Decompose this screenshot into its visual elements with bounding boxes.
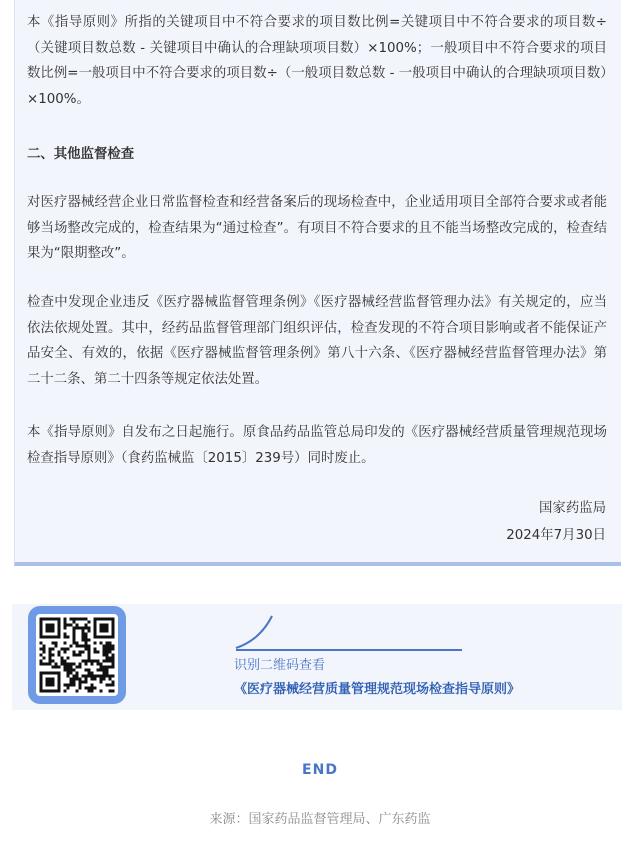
paragraph-violations: 检查中发现企业违反《医疗器械监督管理条例》《医疗器械经营监督管理办法》有关规定的，应当依法依规处置。其中，经药品监督管理部门组织评估，检查发现的不符合项目影响或者不能保证产品安全、有效的，依据《医疗器械监督管理条例》第八十六条、《医疗器械经营监督管理办法》第二十二条、第二十四条等规定依法处置。 (27, 295, 607, 387)
qr-code-icon (36, 614, 118, 696)
signature-date: 2024年7月30日 (506, 528, 606, 543)
signature-org: 国家药监局 (539, 501, 606, 516)
qr-caption-prefix: 识别二维码查看 (234, 658, 326, 673)
section-heading-other-inspections: 二、其他监督检查 (27, 147, 135, 162)
qr-code[interactable] (36, 614, 118, 696)
paragraph-daily-inspection: 对医疗器械经营企业日常监督检查和经营备案后的现场检查中，企业适用项目全部符合要求或者能够当场整改完成的，检查结果为“通过检查”。有项目不符合要求的且不能当场整改完成的，检查结果为“限期整改”。 (27, 195, 607, 261)
qr-section (12, 604, 622, 710)
paragraph-effective-date: 本《指导原则》自发布之日起施行。原食品药品监管总局印发的《医疗器械经营质量管理规范现场检查指导原则》（食药监械监〔2015〕239号）同时废止。 (27, 425, 607, 466)
end-marker: END (302, 762, 338, 778)
paragraph-ratio-formula: 本《指导原则》所指的关键项目中不符合要求的项目数比例=关键项目中不符合要求的项目数÷（关键项目数总数 - 关键项目中确认的合理缺项项目数）×100%；一般项目中不符合要求的项目数比例=一般项目中不符合要求的项目数÷（一般项目数总数 - 一般项目中确认的合理缺项项目数）×100%。 (27, 15, 607, 107)
source-line: 来源：国家药品监督管理局、广东药监 (209, 812, 431, 827)
qr-caption-link[interactable]: 《医疗器械经营质量管理规范现场检查指导原则》 (234, 682, 521, 697)
qr-code-frame (28, 606, 126, 704)
decorative-curve-icon (234, 610, 464, 652)
article-card (14, 0, 621, 566)
qr-caption (234, 654, 614, 702)
